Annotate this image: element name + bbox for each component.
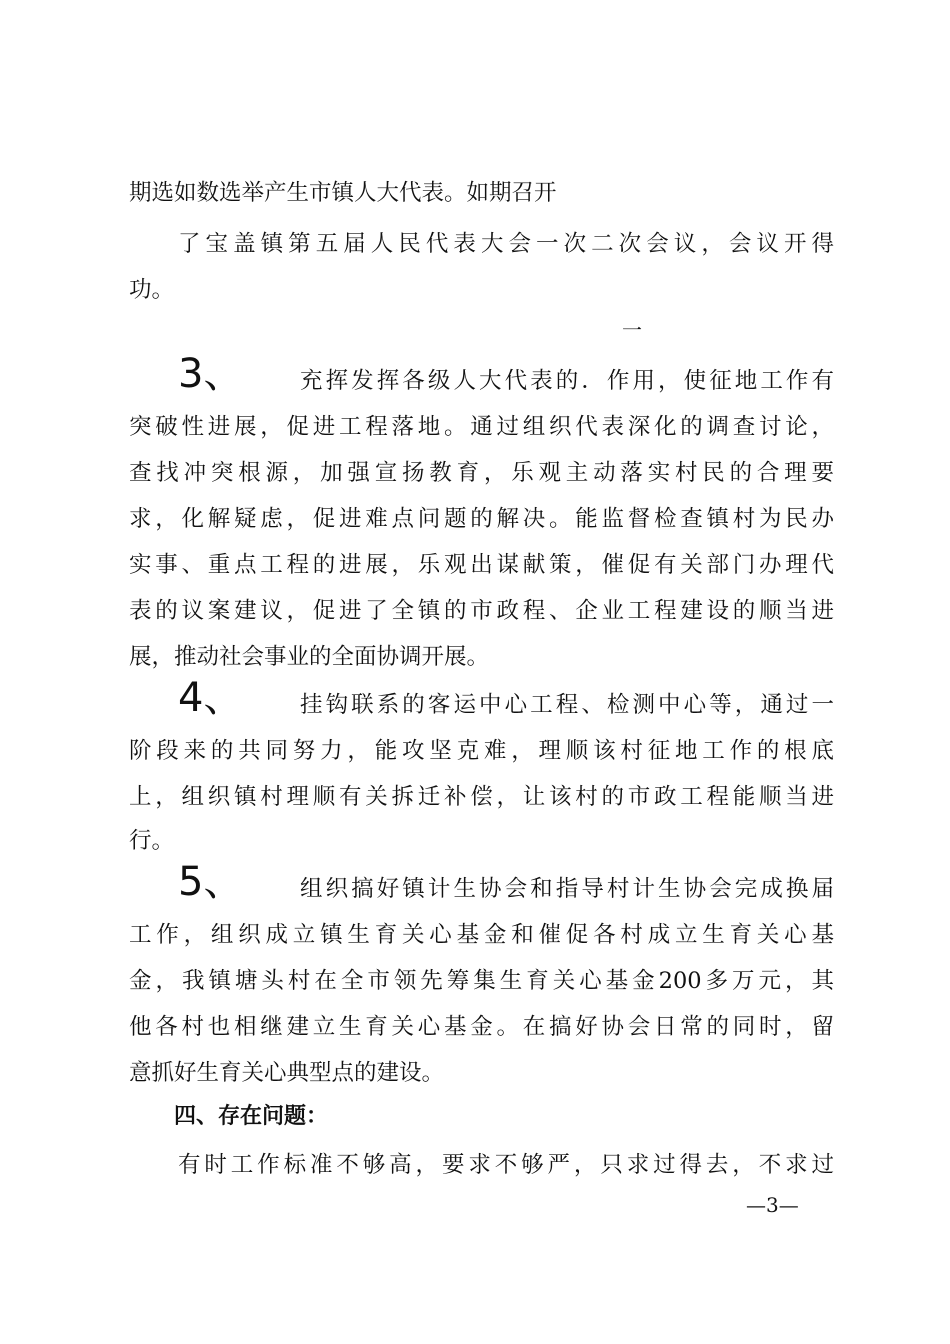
paragraph-line: 工作，组织成立镇生育关心基金和催促各村成立生育关心基 [129, 922, 834, 948]
paragraph-line: 了宝盖镇第五届人民代表大会一次二次会议，会议开得 [178, 231, 834, 257]
paragraph-line: 求，化解疑虑，促进难点问题的解决。能监督检查镇村为民办 [129, 506, 834, 532]
paragraph-line: 他各村也相继建立生育关心基金。在搞好协会日常的同时，留 [129, 1014, 834, 1040]
item-number-5: 5、 [178, 859, 244, 905]
page-number: —3— [746, 1193, 799, 1217]
paragraph-line: 有时工作标准不够高，要求不够严，只求过得去，不求过 [178, 1152, 834, 1178]
paragraph-line: 阶段来的共同努力，能攻坚克难，理顺该村征地工作的根底 [129, 738, 834, 764]
item-number-3: 3、 [178, 351, 244, 397]
separator-mark: 一 [622, 318, 642, 342]
item-5-first-line: 组织搞好镇计生协会和指导村计生协会完成换届 [300, 876, 834, 902]
paragraph-line: 金，我镇塘头村在全市领先筹集生育关心基金200多万元，其 [129, 968, 834, 994]
paragraph-line: 展，推动社会事业的全面协调开展。 [129, 644, 490, 670]
paragraph-line: 查找冲突根源，加强宣扬教育，乐观主动落实村民的合理要 [129, 460, 834, 486]
paragraph-line: 意抓好生育关心典型点的建设。 [129, 1060, 445, 1086]
paragraph-line: 表的议案建议，促进了全镇的市政程、企业工程建设的顺当进 [129, 598, 834, 624]
paragraph-line: 功。 [129, 277, 175, 303]
item-number-4: 4、 [178, 675, 244, 721]
item-4-first-line: 挂钩联系的客运中心工程、检测中心等，通过一 [300, 692, 834, 718]
paragraph-line: 突破性进展，促进工程落地。通过组织代表深化的调查讨论， [129, 414, 834, 440]
paragraph-line: 上，组织镇村理顺有关拆迁补偿，让该村的市政工程能顺当进 [129, 784, 834, 810]
item-3-first-line: 充挥发挥各级人大代表的．作用，使征地工作有 [300, 368, 834, 394]
section-heading: 四、存在问题： [174, 1104, 329, 1129]
paragraph-line: 期选如数选举产生市镇人大代表。如期召开 [129, 180, 557, 206]
paragraph-line: 实事、重点工程的进展，乐观出谋献策，催促有关部门办理代 [129, 552, 834, 578]
paragraph-line: 行。 [129, 828, 175, 854]
